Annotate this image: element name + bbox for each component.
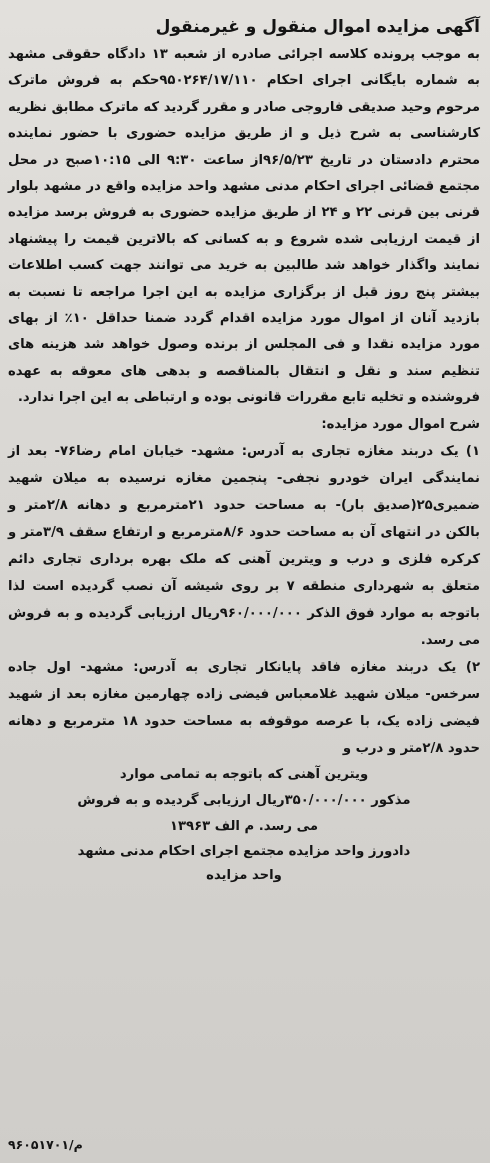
auction-item-2: ۲) یک دربند مغازه فاقد پایانکار تجاری به آدرس: مشهد- اول جاده سرخس- میلان شهید غلامعباس فیضی زاده چهارمین مغازه بعد از شهید فیضی زاده یک، با عرصه موقوفه به مساحت حدود ۱۸ مترمربع و دهانه حدود ۲/۸متر و درب و (8, 660, 480, 757)
notice-title: آگهی مزایده اموال منقول و غیرمنقول (155, 17, 480, 37)
auction-item-2-end: می رسد. م الف ۱۳۹۶۳ (169, 819, 319, 835)
items-heading: شرح اموال مورد مزایده: (321, 416, 480, 432)
auction-item-2-line: ویترین آهنی که باتوجه به تمامی موارد (119, 767, 369, 783)
reference-code: م/۹۶۰۵۱۷۰۱ (8, 1137, 83, 1152)
auction-item-2-value: مذکور ۳۵۰/۰۰۰/۰۰۰ریال ارزیابی گردیده و به فروش (77, 793, 411, 809)
notice-intro-paragraph: به موجب پرونده کلاسه اجرائی صادره از شعبه ۱۳ دادگاه حقوقی مشهد به شماره بایگانی اجرای احکام ۹۵۰۲۶۴/۱۷/۱۱۰حکم به فروش ماترک مرحوم وحید صدیقی فاروجی صادر و مقرر گردید که ماترک مطابق نظریه کارشناسی به شرح ذیل و از طریق مزایده حضوری با حضور نماینده محترم دادستان در تاریخ ۹۶/۵/۲۳از ساعت ۹:۳۰ الی ۱۰:۱۵صبح در محل مجتمع قضائی اجرای احکام مدنی مشهد واحد مزایده واقع در مشهد بلوار قرنی بین قرنی ۲۲ و ۲۴ از طریق مزایده حضوری به فروش برسد مزایده از قیمت ارزیابی شده شروع و به کسانی که بالاترین قیمت را پیشنهاد نمایند واگذار خواهد شد طالبین به خرید می توانند جهت کسب اطلاعات بیشتر پنج روز قبل از برگزاری مزایده به این اجرا مراجعه تا نسبت به بازدید آنان از اموال مورد مزایده اقدام گردد ضمنا حداقل ۱۰٪ از بهای مورد مزایده نقدا و فی المجلس از برنده وصول خواهد شد هزینه های تنظیم سند و نقل و انتقال بالمناقصه و بدهی های معوقه به عهده فروشنده و تخلیه تابع مقررات قانونی بوده و ارتباطی به این اجرا ندارد. (8, 47, 481, 406)
signature-line-2: واحد مزایده (206, 868, 282, 884)
auction-item-1: ۱) یک دربند مغازه تجاری به آدرس: مشهد- خیابان امام رضا۷۶- بعد از نمایندگی ایران خودرو نجفی- پنجمین مغازه نرسیده به میلان شهید ضمیری۲۵(صدیق بار)- به مساحت حدود ۲۱مترمربع و دهانه ۲/۸متر و بالکن در انتهای آن به مساحت حدود ۸/۶مترمربع و ارتفاع سقف ۳/۹متر و کرکره فلزی و درب و ویترین آهنی که ملک بهره برداری تجاری دائم متعلق به شهرداری منطقه ۷ بر روی شیشه آن نصب گردیده است لذا باتوجه به موارد فوق الذکر ۹۶۰/۰۰۰/۰۰۰ریال ارزیابی گردیده و به فروش می رسد. (8, 444, 481, 649)
signature-line-1: دادورز واحد مزایده مجتمع اجرای احکام مدنی مشهد (77, 844, 411, 860)
